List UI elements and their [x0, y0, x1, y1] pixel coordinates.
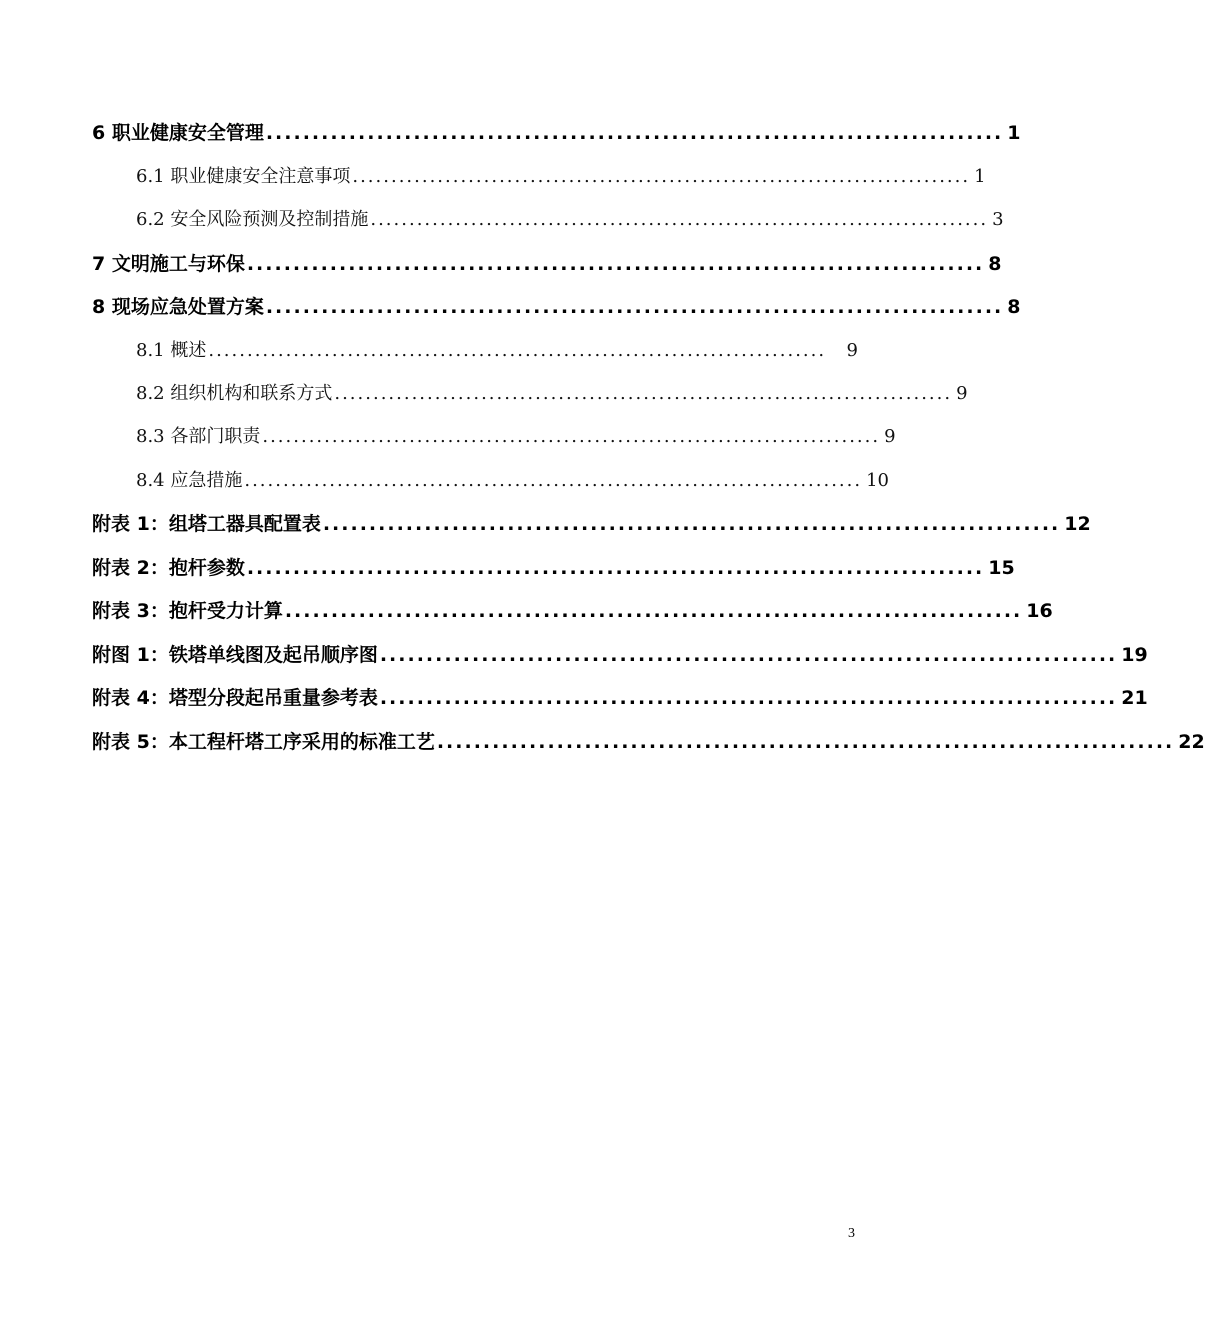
toc-entry[interactable]: [92, 640, 1148, 667]
toc-entry-page: 12: [1064, 513, 1091, 535]
toc-leader-dots: ................................................................................: [436, 731, 1175, 753]
toc-leader-dots: ................................................................................: [246, 253, 985, 275]
toc-entry[interactable]: [92, 727, 1205, 754]
toc-entry-page: 8: [1007, 296, 1021, 318]
toc-leader-dots: ................................................................................: [244, 470, 863, 491]
toc-entry-page: 15: [988, 557, 1015, 579]
toc-entry-label: 7 文明施工与环保: [92, 253, 245, 275]
toc-leader-dots: ................................................................................: [334, 383, 953, 404]
toc-entry[interactable]: [92, 509, 1091, 536]
toc-entry[interactable]: [92, 683, 1148, 710]
toc-entry[interactable]: [136, 162, 986, 188]
toc-entry-label: 附表 1：组塔工器具配置表: [92, 513, 321, 535]
toc-leader-dots: ................................................................................: [322, 513, 1061, 535]
toc-leader-dots: ................................................................................: [352, 166, 971, 187]
toc-entry-label: 附表 2：抱杆参数: [92, 557, 245, 579]
toc-entry-page: 19: [1121, 644, 1148, 666]
toc-entry-page: 1: [974, 166, 986, 187]
page-number: 3: [848, 1226, 855, 1241]
toc-entry-page: 3: [992, 209, 1004, 230]
toc-leader-dots: ................................................................................: [208, 340, 827, 361]
toc-entry-label: 8 现场应急处置方案: [92, 296, 264, 318]
toc-entry-label: 附表 3：抱杆受力计算: [92, 600, 283, 622]
toc-entry-label: 6.1 职业健康安全注意事项: [136, 166, 351, 187]
toc-leader-dots: ................................................................................: [284, 600, 1023, 622]
toc-entry[interactable]: [136, 466, 889, 492]
toc-entry[interactable]: [92, 553, 1015, 580]
toc-entry-page: 8: [988, 253, 1002, 275]
toc-entry-label: 附表 5：本工程杆塔工序采用的标准工艺: [92, 731, 435, 753]
toc-leader-dots: ................................................................................: [370, 209, 989, 230]
toc-entry-page: 9: [884, 426, 896, 447]
toc-entry-label: 8.2 组织机构和联系方式: [136, 383, 333, 404]
toc-leader-dots: ................................................................................: [262, 426, 881, 447]
toc-entry-page: 22: [1178, 731, 1205, 753]
toc-entry[interactable]: [136, 379, 968, 405]
toc-entry[interactable]: [92, 596, 1053, 623]
toc-leader-dots: ................................................................................: [246, 557, 985, 579]
toc-entry-page: 9: [846, 340, 858, 361]
toc-entry-page: 21: [1121, 687, 1148, 709]
toc-entry-page: 16: [1026, 600, 1053, 622]
toc-leader-dots: ................................................................................: [265, 122, 1004, 144]
toc-entry[interactable]: [136, 336, 858, 362]
toc-entry[interactable]: [136, 205, 1004, 231]
toc-entry-label: 6.2 安全风险预测及控制措施: [136, 209, 369, 230]
toc-leader-dots: ................................................................................: [265, 296, 1004, 318]
toc-entry[interactable]: [92, 292, 1021, 319]
toc-entry[interactable]: [92, 118, 1021, 145]
toc-entry-page: 1: [1007, 122, 1021, 144]
toc-leader-dots: ................................................................................: [379, 687, 1118, 709]
toc-entry-label: 8.3 各部门职责: [136, 426, 261, 447]
toc-entry-page: 9: [956, 383, 968, 404]
toc-leader-dots: ................................................................................: [379, 644, 1118, 666]
toc-entry-label: 8.1 概述: [136, 340, 207, 361]
toc-entry-label: 6 职业健康安全管理: [92, 122, 264, 144]
toc-entry-label: 8.4 应急措施: [136, 470, 243, 491]
toc-entry[interactable]: [92, 249, 1002, 276]
toc-entry-page: 10: [866, 470, 889, 491]
toc-entry[interactable]: [136, 422, 896, 448]
toc-entry-label: 附表 4：塔型分段起吊重量参考表: [92, 687, 378, 709]
toc-entry-label: 附图 1：铁塔单线图及起吊顺序图: [92, 644, 378, 666]
